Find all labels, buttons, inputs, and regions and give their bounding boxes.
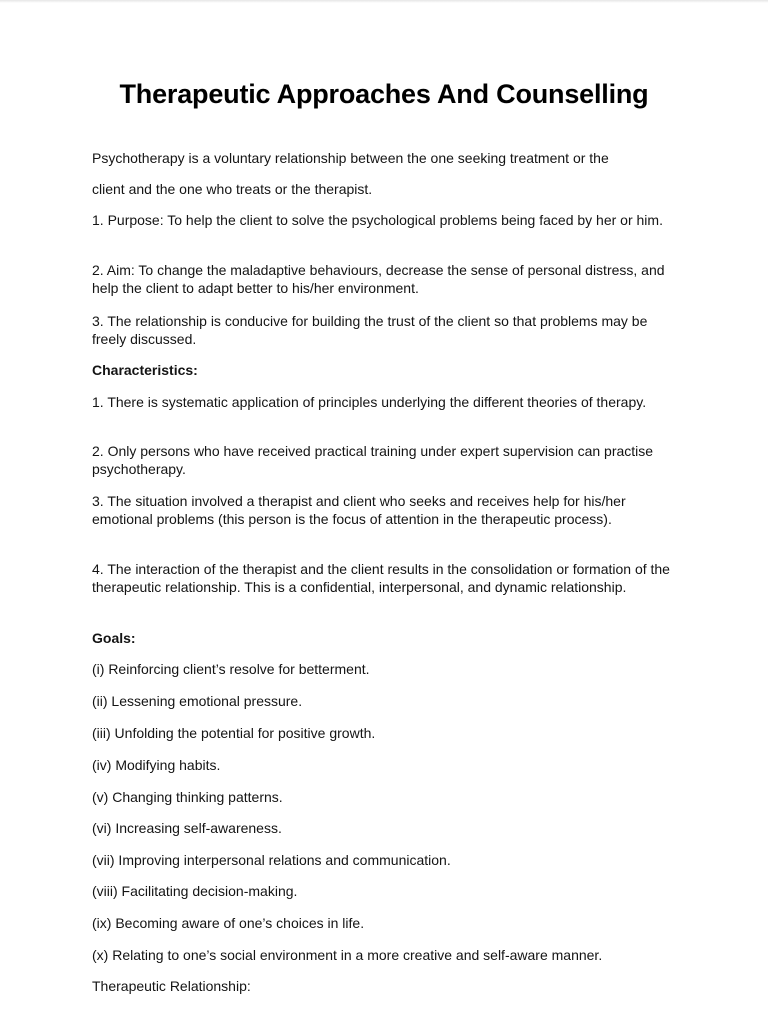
characteristic-item-3: 3. The situation involved a therapist and client who seeks and receives help for his/her emotional problems (this person is the focus of attention in the therapeutic process). [92,493,626,527]
page-top-edge [0,0,768,3]
intro-point-relationship: 3. The relationship is conducive for building the trust of the client so that problems may be freely discussed. [92,313,648,347]
intro-line-1: Psychotherapy is a voluntary relationship between the one seeking treatment or the [92,150,609,166]
intro-point-aim: 2. Aim: To change the maladaptive behaviours, decrease the sense of personal distress, and help the client to adapt better to his/her environment. [92,262,665,296]
characteristic-item-4: 4. The interaction of the therapist and the client results in the consolidation or formation of the therapeutic relationship. This is a confidential, interpersonal, and dynamic relationship. [92,561,670,595]
goal-item-6: (vi) Increasing self-awareness. [92,820,282,836]
goal-item-4: (iv) Modifying habits. [92,757,221,773]
characteristic-item-1: 1. There is systematic application of principles underlying the different theories of therapy. [92,394,647,410]
intro-point-purpose: 1. Purpose: To help the client to solve the psychological problems being faced by her or him. [92,212,663,228]
goal-item-3: (iii) Unfolding the potential for positive growth. [92,725,376,741]
page-title: Therapeutic Approaches And Counselling [119,79,649,110]
goal-item-9: (ix) Becoming aware of one’s choices in life. [92,915,365,931]
goal-item-10: (x) Relating to one’s social environment in a more creative and self-aware manner. [92,947,603,963]
goal-item-8: (viii) Facilitating decision-making. [92,883,298,899]
goal-item-1: (i) Reinforcing client’s resolve for betterment. [92,661,370,677]
goal-item-5: (v) Changing thinking patterns. [92,789,283,805]
goal-item-7: (vii) Improving interpersonal relations and communication. [92,852,451,868]
characteristic-item-2: 2. Only persons who have received practical training under expert supervision can practise psychotherapy. [92,443,654,477]
goals-heading: Goals: [92,630,136,646]
goal-item-2: (ii) Lessening emotional pressure. [92,693,303,709]
therapeutic-relationship-heading: Therapeutic Relationship: [92,978,251,994]
intro-line-2: client and the one who treats or the therapist. [92,181,373,197]
characteristics-heading: Characteristics: [92,362,198,378]
